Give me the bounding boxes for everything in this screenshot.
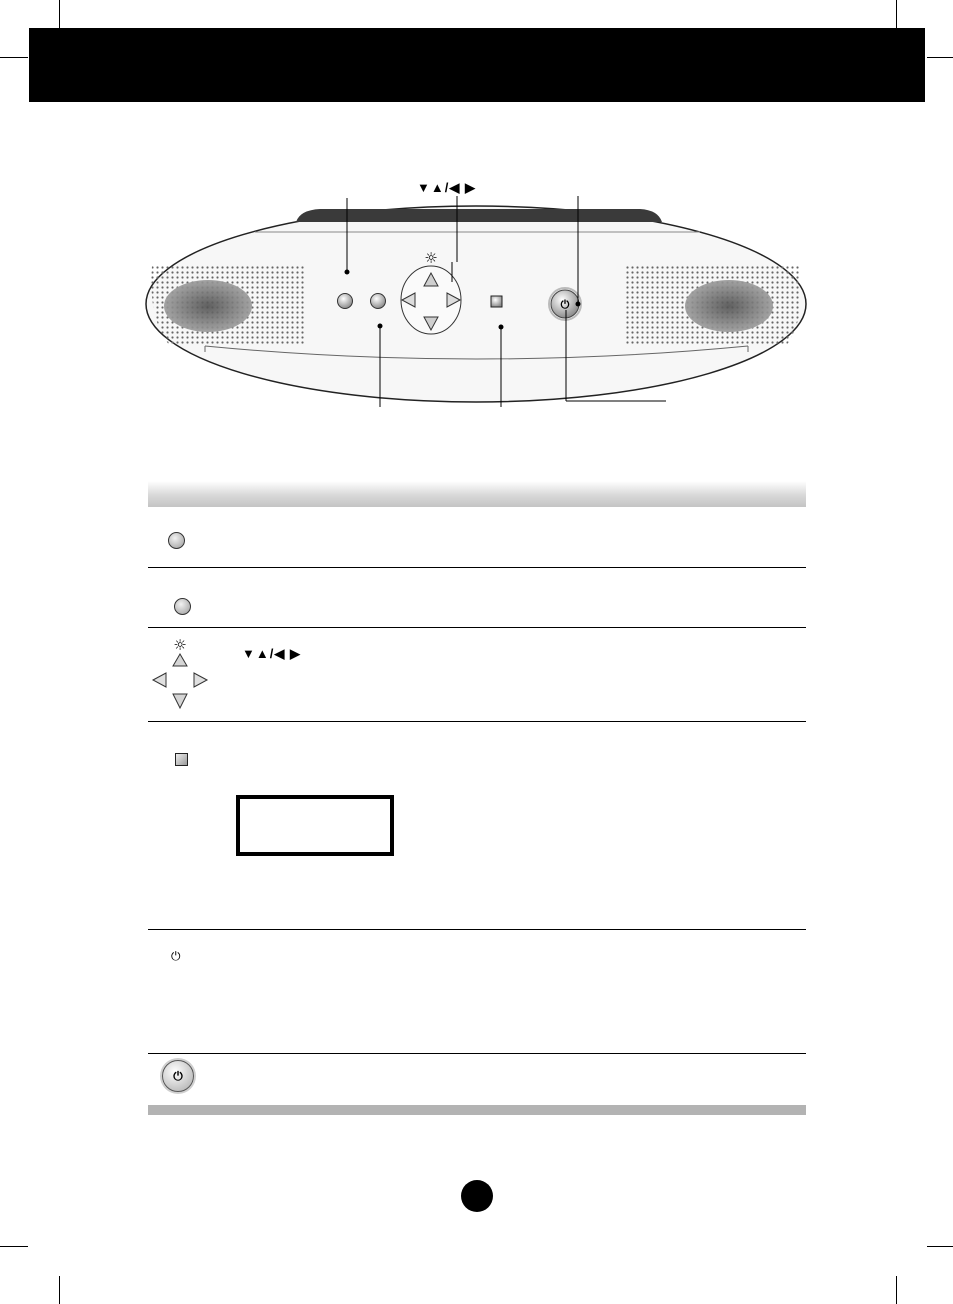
crop-mark (59, 1276, 60, 1304)
row-divider (148, 627, 806, 628)
nav-keys-label: ▼▲/◀ ▶ (417, 180, 476, 195)
arrow-keypad-icon (150, 634, 212, 714)
crop-mark (927, 1246, 953, 1247)
svg-text:⏻: ⏻ (560, 298, 570, 311)
power-symbol-icon: ⏻ (171, 949, 181, 963)
brightness-icon: ☼ (424, 249, 438, 267)
row-divider (148, 567, 806, 568)
row-divider (148, 721, 806, 722)
power-button-icon: ⏻ (162, 1060, 194, 1092)
table-header (148, 481, 806, 507)
row-divider (148, 929, 806, 930)
nav-keys-row-label: ▼▲/◀ ▶ (242, 646, 301, 661)
crop-mark (896, 1276, 897, 1304)
row-divider (148, 1053, 806, 1054)
table-footer-bar (148, 1105, 806, 1115)
crop-mark (0, 1246, 28, 1247)
framed-box (236, 795, 394, 856)
circle-button-icon (174, 598, 191, 615)
circle-button-icon (168, 532, 185, 549)
page-number-badge (461, 1180, 493, 1212)
brightness-icon: ☼ (173, 636, 187, 654)
monitor-front-diagram (0, 0, 953, 440)
square-button-icon (175, 753, 188, 766)
